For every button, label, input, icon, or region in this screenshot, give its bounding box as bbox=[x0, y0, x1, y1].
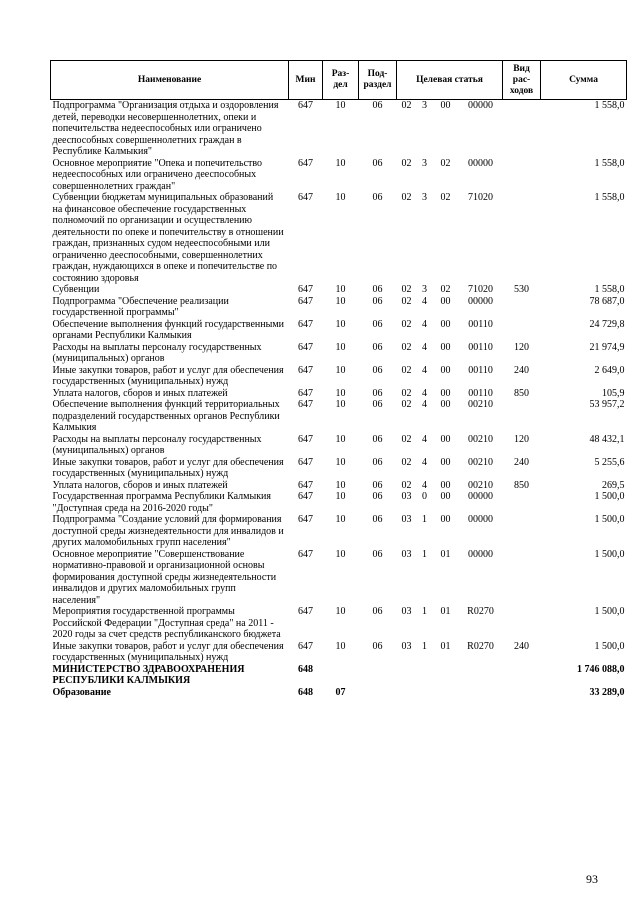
cell-vid bbox=[503, 399, 541, 434]
table-row bbox=[51, 606, 627, 641]
cell-vid bbox=[503, 514, 541, 549]
cell-podrazdel: 06 bbox=[372, 341, 383, 353]
cell-target-subprogram: 3 bbox=[422, 192, 427, 203]
cell-vid: 240 bbox=[514, 364, 530, 376]
cell-target-program: 03 bbox=[401, 640, 412, 652]
header-min: Мин bbox=[289, 61, 323, 100]
cell-min: 647 bbox=[298, 456, 313, 468]
cell-podrazdel: 06 bbox=[372, 318, 383, 330]
cell-razdel: 10 bbox=[335, 157, 346, 169]
cell-razdel: 10 bbox=[335, 640, 346, 652]
cell-podrazdel: 06 bbox=[372, 100, 383, 111]
table-body bbox=[51, 100, 627, 699]
cell-vid: 240 bbox=[514, 456, 530, 468]
cell-razdel: 10 bbox=[335, 479, 346, 491]
cell-vid bbox=[503, 491, 541, 514]
cell-podrazdel: 06 bbox=[372, 548, 383, 560]
cell-target-program: 02 bbox=[401, 399, 412, 410]
cell-target-event: 02 bbox=[440, 157, 451, 169]
table-row bbox=[51, 296, 627, 319]
cell-razdel: 10 bbox=[335, 100, 346, 111]
cell-podrazdel: 06 bbox=[372, 433, 383, 445]
table-row bbox=[51, 399, 627, 434]
cell-target-subprogram: 4 bbox=[422, 387, 427, 399]
cell-min: 647 bbox=[298, 295, 313, 307]
cell-sum: 1 558,0 bbox=[594, 284, 625, 295]
cell-vid bbox=[503, 158, 541, 193]
cell-target-program: 03 bbox=[401, 606, 412, 617]
cell-target-event: 00 bbox=[440, 491, 451, 502]
cell-target-event: 00 bbox=[440, 364, 451, 376]
cell-target-event: 00 bbox=[440, 456, 451, 468]
cell-razdel: 10 bbox=[335, 514, 346, 525]
cell-target-direction: 00000 bbox=[468, 491, 493, 502]
cell-target-direction bbox=[459, 664, 503, 687]
cell-name: Расходы на выплаты персоналу государственных (муниципальных) органов bbox=[52, 341, 262, 364]
cell-razdel: 10 bbox=[335, 548, 346, 560]
table-row bbox=[51, 192, 627, 284]
cell-min: 647 bbox=[298, 364, 313, 376]
cell-target-subprogram: 1 bbox=[422, 548, 427, 560]
cell-target-program: 02 bbox=[401, 192, 412, 203]
cell-target-program bbox=[397, 664, 417, 687]
cell-min: 647 bbox=[298, 433, 313, 445]
cell-name: Основное мероприятие "Опека и попечительство недееспособных или ограничено дееспособных совершеннолетних граждан" bbox=[52, 157, 263, 192]
cell-min: 647 bbox=[298, 548, 313, 560]
cell-podrazdel: 06 bbox=[372, 491, 383, 502]
cell-target-subprogram: 3 bbox=[422, 284, 427, 295]
cell-min: 648 bbox=[298, 663, 313, 675]
cell-sum: 24 729,8 bbox=[589, 318, 625, 330]
cell-vid bbox=[503, 319, 541, 342]
header-target: Целевая статья bbox=[397, 61, 503, 100]
cell-target-subprogram bbox=[417, 687, 433, 699]
cell-podrazdel: 06 bbox=[372, 640, 383, 652]
cell-min: 648 bbox=[298, 686, 313, 698]
cell-min: 647 bbox=[298, 606, 313, 617]
header-name: Наименование bbox=[51, 61, 289, 100]
table-row bbox=[51, 664, 627, 687]
cell-sum: 105,9 bbox=[602, 387, 625, 399]
cell-min: 647 bbox=[298, 514, 313, 525]
cell-min: 647 bbox=[298, 284, 313, 295]
header-razdel: Раз- дел bbox=[323, 61, 359, 100]
cell-podrazdel: 06 bbox=[372, 387, 383, 399]
cell-target-program: 02 bbox=[401, 433, 412, 445]
cell-target-direction: R0270 bbox=[467, 606, 494, 617]
cell-razdel: 10 bbox=[335, 387, 346, 399]
cell-vid bbox=[503, 664, 541, 687]
cell-vid: 120 bbox=[514, 433, 530, 445]
cell-target-event: 00 bbox=[440, 514, 451, 525]
cell-target-direction bbox=[459, 687, 503, 699]
cell-name: Подпрограмма "Обеспечение реализации государственной программы" bbox=[52, 295, 229, 318]
cell-target-program: 03 bbox=[401, 491, 412, 502]
cell-razdel: 10 bbox=[335, 364, 346, 376]
cell-vid bbox=[503, 606, 541, 641]
table-row bbox=[51, 457, 627, 480]
cell-vid bbox=[503, 192, 541, 284]
table-row bbox=[51, 388, 627, 400]
cell-target-event: 02 bbox=[440, 192, 451, 203]
cell-razdel: 10 bbox=[335, 456, 346, 468]
cell-target-subprogram: 3 bbox=[422, 157, 427, 169]
cell-name: Расходы на выплаты персоналу государственных (муниципальных) органов bbox=[52, 433, 262, 456]
cell-razdel bbox=[323, 664, 359, 687]
table-row bbox=[51, 342, 627, 365]
cell-target-subprogram: 1 bbox=[422, 640, 427, 652]
cell-target-program: 02 bbox=[401, 100, 412, 111]
cell-name: Уплата налогов, сборов и иных платежей bbox=[52, 479, 228, 491]
cell-target-direction: 00210 bbox=[468, 433, 493, 445]
cell-target-program: 02 bbox=[401, 456, 412, 468]
cell-razdel: 10 bbox=[335, 318, 346, 330]
cell-target-direction: 00110 bbox=[468, 387, 493, 399]
cell-name: Подпрограмма "Организация отдыха и оздоровления детей, переводки несовершеннолетних, опеки и попечительства недееспособных или ограничено дееспособных совершеннолетних граждан в Республике Калмыкия" bbox=[52, 100, 279, 157]
cell-vid: 850 bbox=[514, 387, 530, 399]
cell-target-direction: 00000 bbox=[468, 514, 493, 525]
cell-target-program: 02 bbox=[401, 387, 412, 399]
cell-target-direction: 00000 bbox=[468, 157, 493, 169]
header-vid: Вид рас- ходов bbox=[503, 61, 541, 100]
cell-vid bbox=[503, 296, 541, 319]
cell-razdel: 10 bbox=[335, 284, 346, 295]
cell-target-direction: 00110 bbox=[468, 364, 493, 376]
cell-vid bbox=[503, 687, 541, 699]
cell-name: Мероприятия государственной программы Российской Федерации "Доступная среда" на 2011 - 2020 годы за счет средств республиканского бюджета bbox=[52, 606, 281, 640]
cell-min: 647 bbox=[298, 491, 313, 502]
cell-sum: 1 500,0 bbox=[594, 491, 625, 502]
page-number: 93 bbox=[586, 872, 598, 886]
cell-name: Обеспечение выполнения функций территориальных подразделений государственных органов Республики Калмыкия bbox=[52, 399, 280, 433]
cell-target-subprogram: 4 bbox=[422, 456, 427, 468]
cell-target-event: 00 bbox=[440, 433, 451, 445]
table-row bbox=[51, 158, 627, 193]
table-header bbox=[51, 61, 627, 100]
cell-vid: 120 bbox=[514, 341, 530, 353]
cell-target-event: 00 bbox=[440, 479, 451, 491]
cell-target-direction: 71020 bbox=[468, 192, 493, 203]
table-row bbox=[51, 100, 627, 158]
cell-target-direction: 00000 bbox=[468, 295, 493, 307]
cell-target-event: 01 bbox=[440, 606, 451, 617]
cell-target-subprogram: 4 bbox=[422, 318, 427, 330]
table-row bbox=[51, 687, 627, 699]
table-row bbox=[51, 480, 627, 492]
cell-podrazdel: 06 bbox=[372, 284, 383, 295]
cell-vid: 530 bbox=[514, 284, 530, 295]
cell-name: МИНИСТЕРСТВО ЗДРАВООХРАНЕНИЯ РЕСПУБЛИКИ КАЛМЫКИЯ bbox=[52, 663, 245, 686]
cell-target-program: 02 bbox=[401, 341, 412, 353]
cell-min: 647 bbox=[298, 640, 313, 652]
cell-target-event: 00 bbox=[440, 318, 451, 330]
cell-podrazdel: 06 bbox=[372, 192, 383, 203]
cell-min: 647 bbox=[298, 157, 313, 169]
cell-sum: 1 500,0 bbox=[594, 548, 625, 560]
cell-min: 647 bbox=[298, 318, 313, 330]
cell-podrazdel: 06 bbox=[372, 157, 383, 169]
cell-min: 647 bbox=[298, 341, 313, 353]
cell-sum: 53 957,2 bbox=[589, 399, 625, 410]
cell-name: Иные закупки товаров, работ и услуг для обеспечения государственных (муниципальных) нужд bbox=[52, 640, 284, 663]
table-row bbox=[51, 514, 627, 549]
cell-target-program: 02 bbox=[401, 364, 412, 376]
cell-sum: 1 746 088,0 bbox=[577, 663, 625, 675]
cell-target-event: 00 bbox=[440, 387, 451, 399]
cell-target-direction: 00000 bbox=[468, 100, 493, 111]
cell-target-subprogram: 0 bbox=[422, 491, 427, 502]
cell-min: 647 bbox=[298, 192, 313, 203]
cell-sum: 78 687,0 bbox=[589, 295, 625, 307]
cell-target-program: 03 bbox=[401, 548, 412, 560]
table-row bbox=[51, 549, 627, 607]
cell-sum: 1 558,0 bbox=[594, 192, 625, 203]
cell-razdel: 10 bbox=[335, 399, 346, 410]
cell-razdel: 10 bbox=[335, 491, 346, 502]
cell-min: 647 bbox=[298, 399, 313, 410]
cell-name: Уплата налогов, сборов и иных платежей bbox=[52, 387, 228, 399]
cell-target-subprogram: 4 bbox=[422, 295, 427, 307]
cell-name: Субвенции бюджетам муниципальных образований на финансовое обеспечение государственных полномочий по организации и осуществлению деятельности по опеке и попечительству в отношении граждан, признанных судом недееспособными или ограниченно дееспособными, совершеннолетних граждан, нуждающихся в опеке и попечительстве по состоянию здоровья bbox=[52, 192, 284, 284]
cell-target-program bbox=[397, 687, 417, 699]
cell-target-direction: 71020 bbox=[468, 284, 493, 295]
cell-target-program: 02 bbox=[401, 318, 412, 330]
cell-sum: 1 500,0 bbox=[594, 514, 625, 525]
cell-podrazdel: 06 bbox=[372, 479, 383, 491]
cell-razdel: 07 bbox=[335, 686, 346, 698]
cell-razdel: 10 bbox=[335, 433, 346, 445]
cell-podrazdel: 06 bbox=[372, 606, 383, 617]
cell-podrazdel: 06 bbox=[372, 456, 383, 468]
cell-target-program: 02 bbox=[401, 157, 412, 169]
cell-podrazdel: 06 bbox=[372, 399, 383, 410]
cell-target-subprogram: 4 bbox=[422, 399, 427, 410]
cell-target-direction: 00000 bbox=[468, 548, 493, 560]
table-row bbox=[51, 434, 627, 457]
cell-min: 647 bbox=[298, 479, 313, 491]
cell-podrazdel bbox=[359, 687, 397, 699]
table-row bbox=[51, 284, 627, 296]
cell-vid: 850 bbox=[514, 479, 530, 491]
cell-target-direction: 00110 bbox=[468, 318, 493, 330]
header-podrazdel: Под- раздел bbox=[359, 61, 397, 100]
cell-target-event bbox=[433, 664, 459, 687]
cell-sum: 21 974,9 bbox=[589, 341, 625, 353]
cell-target-event: 00 bbox=[440, 341, 451, 353]
cell-target-event: 00 bbox=[440, 295, 451, 307]
cell-razdel: 10 bbox=[335, 295, 346, 307]
cell-razdel: 10 bbox=[335, 192, 346, 203]
cell-min: 647 bbox=[298, 100, 313, 111]
cell-podrazdel bbox=[359, 664, 397, 687]
cell-target-subprogram: 4 bbox=[422, 364, 427, 376]
budget-table bbox=[50, 60, 627, 698]
table-row bbox=[51, 491, 627, 514]
cell-podrazdel: 06 bbox=[372, 364, 383, 376]
cell-name: Основное мероприятие "Совершенствование нормативно-правовой и организационной основы формирования доступной среды жизнедеятельности инвалидов и других маломобильных групп населения" bbox=[52, 548, 277, 606]
cell-sum: 48 432,1 bbox=[589, 433, 625, 445]
cell-target-event: 01 bbox=[440, 640, 451, 652]
cell-name: Иные закупки товаров, работ и услуг для обеспечения государственных (муниципальных) нужд bbox=[52, 456, 284, 479]
cell-target-subprogram: 4 bbox=[422, 479, 427, 491]
cell-name: Подпрограмма "Создание условий для формирования доступной среды жизнедеятельности для инвалидов и других маломобильных групп населения" bbox=[52, 514, 284, 548]
cell-target-event: 00 bbox=[440, 100, 451, 111]
cell-target-subprogram bbox=[417, 664, 433, 687]
cell-vid: 240 bbox=[514, 640, 530, 652]
cell-podrazdel: 06 bbox=[372, 514, 383, 525]
cell-razdel: 10 bbox=[335, 341, 346, 353]
cell-razdel: 10 bbox=[335, 606, 346, 617]
cell-sum: 2 649,0 bbox=[594, 364, 625, 376]
cell-name: Образование bbox=[52, 686, 111, 698]
cell-target-subprogram: 4 bbox=[422, 341, 427, 353]
cell-sum: 33 289,0 bbox=[589, 686, 625, 698]
cell-target-subprogram: 1 bbox=[422, 606, 427, 617]
cell-target-subprogram: 3 bbox=[422, 100, 427, 111]
cell-target-subprogram: 1 bbox=[422, 514, 427, 525]
cell-name: Субвенции bbox=[52, 284, 100, 295]
cell-min: 647 bbox=[298, 387, 313, 399]
cell-target-direction: 00210 bbox=[468, 399, 493, 410]
table-row bbox=[51, 365, 627, 388]
cell-target-direction: R0270 bbox=[467, 640, 494, 652]
cell-target-event: 00 bbox=[440, 399, 451, 410]
table-row bbox=[51, 641, 627, 664]
cell-target-direction: 00110 bbox=[468, 341, 493, 353]
cell-target-program: 02 bbox=[401, 295, 412, 307]
cell-podrazdel: 06 bbox=[372, 295, 383, 307]
cell-target-subprogram: 4 bbox=[422, 433, 427, 445]
cell-name: Государственная программа Республики Калмыкия "Доступная среда на 2016-2020 годы" bbox=[52, 491, 272, 514]
cell-sum: 1 500,0 bbox=[594, 606, 625, 617]
header-sum: Сумма bbox=[541, 61, 627, 100]
cell-sum: 1 500,0 bbox=[594, 640, 625, 652]
cell-target-program: 02 bbox=[401, 284, 412, 295]
table-row bbox=[51, 319, 627, 342]
cell-sum: 1 558,0 bbox=[594, 100, 625, 111]
cell-target-program: 03 bbox=[401, 514, 412, 525]
cell-sum: 1 558,0 bbox=[594, 157, 625, 169]
cell-target-direction: 00210 bbox=[468, 456, 493, 468]
cell-target-event bbox=[433, 687, 459, 699]
cell-vid bbox=[503, 100, 541, 158]
cell-name: Иные закупки товаров, работ и услуг для обеспечения государственных (муниципальных) нужд bbox=[52, 364, 284, 387]
cell-sum: 269,5 bbox=[602, 479, 625, 491]
cell-vid bbox=[503, 549, 541, 607]
cell-target-event: 02 bbox=[440, 284, 451, 295]
cell-target-event: 01 bbox=[440, 548, 451, 560]
cell-name: Обеспечение выполнения функций государственными органами Республики Калмыкия bbox=[52, 318, 285, 341]
cell-target-program: 02 bbox=[401, 479, 412, 491]
cell-sum: 5 255,6 bbox=[594, 456, 625, 468]
cell-target-direction: 00210 bbox=[468, 479, 493, 491]
